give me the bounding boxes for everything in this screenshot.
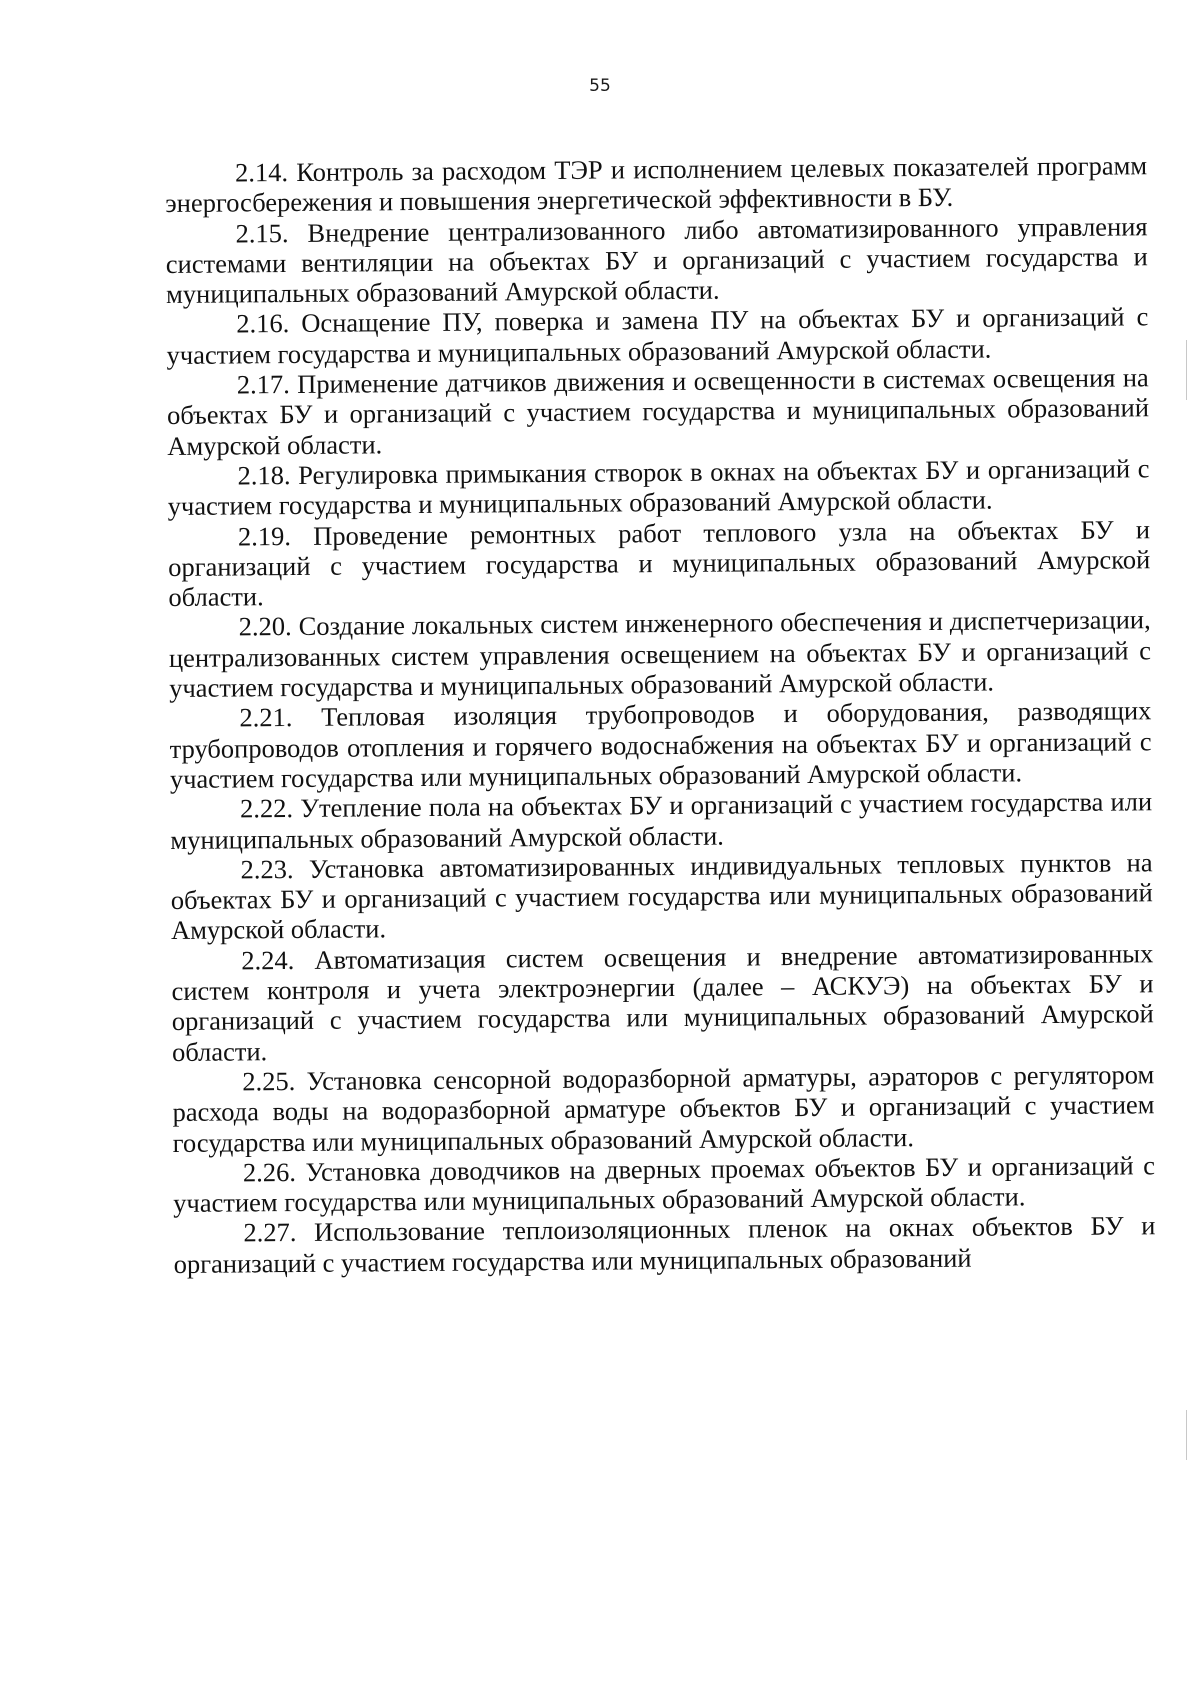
- clause-2-16: 2.16. Оснащение ПУ, поверка и замена ПУ на объектах БУ и организаций с участием государства и муниципальных образований Амурской области.: [166, 301, 1149, 370]
- clause-2-23: 2.23. Установка автоматизированных индивидуальных тепловых пунктов на объектах БУ и организаций с участием государства или муниципальных образований Амурской области.: [170, 847, 1153, 946]
- scan-edge-mark: [1186, 1410, 1187, 1460]
- document-body: [165, 150, 1156, 1279]
- clause-2-17: 2.17. Применение датчиков движения и освещенности в системах освещения на объектах БУ и организаций с участием государства и муниципальных образований Амурской области.: [166, 362, 1150, 461]
- page-number: 55: [589, 76, 611, 96]
- clause-2-14: 2.14. Контроль за расходом ТЭР и исполнением целевых показателей программ энергосбережения и повышения энергетической эффективности в БУ.: [165, 150, 1148, 219]
- clause-2-18: 2.18. Регулировка примыкания створок в окнах на объектах БУ и организаций с участием государства и муниципальных образований Амурской области.: [167, 453, 1150, 522]
- scan-edge-mark: [1186, 340, 1187, 400]
- clause-2-21: 2.21. Тепловая изоляция трубопроводов и оборудования, разводящих трубопроводов отопления и горячего водоснабжения на объектах БУ и организаций с участием государства или муниципальных образований Амурской области.: [169, 695, 1152, 794]
- clause-2-15: 2.15. Внедрение централизованного либо автоматизированного управления системами вентиляции на объектах БУ и организаций с участием государства и муниципальных образований Амурской области.: [165, 210, 1148, 310]
- clause-2-25: 2.25. Установка сенсорной водоразборной арматуры, аэраторов с регулятором расхода воды на водоразборной арматуре объектов БУ и организаций с участием государства или муниципальных образований Амурской области.: [172, 1059, 1155, 1158]
- clause-2-24: 2.24. Автоматизация систем освещения и внедрение автоматизированных систем контроля и учета электроэнергии (далее – АСКУЭ) на объектах БУ и организаций с участием государства или муниципальных образований Амурской области.: [171, 937, 1154, 1067]
- clause-2-22: 2.22. Утепление пола на объектах БУ и организаций с участием государства или муниципальных образований Амурской области.: [170, 786, 1153, 855]
- clause-2-19: 2.19. Проведение ремонтных работ теплового узла на объектах БУ и организаций с участием государства и муниципальных образований Амурской области.: [168, 513, 1151, 613]
- clause-2-27: 2.27. Использование теплоизоляционных пленок на окнах объектов БУ и организаций с участием государства или муниципальных образований: [173, 1210, 1156, 1279]
- clause-2-26: 2.26. Установка доводчиков на дверных проемах объектов БУ и организаций с участием государства или муниципальных образований Амурской области.: [173, 1150, 1156, 1219]
- clause-2-20: 2.20. Создание локальных систем инженерного обеспечения и диспетчеризации, централизованных систем управления освещением на объектах БУ и организаций с участием государства и муниципальных образований Амурской области.: [168, 604, 1152, 704]
